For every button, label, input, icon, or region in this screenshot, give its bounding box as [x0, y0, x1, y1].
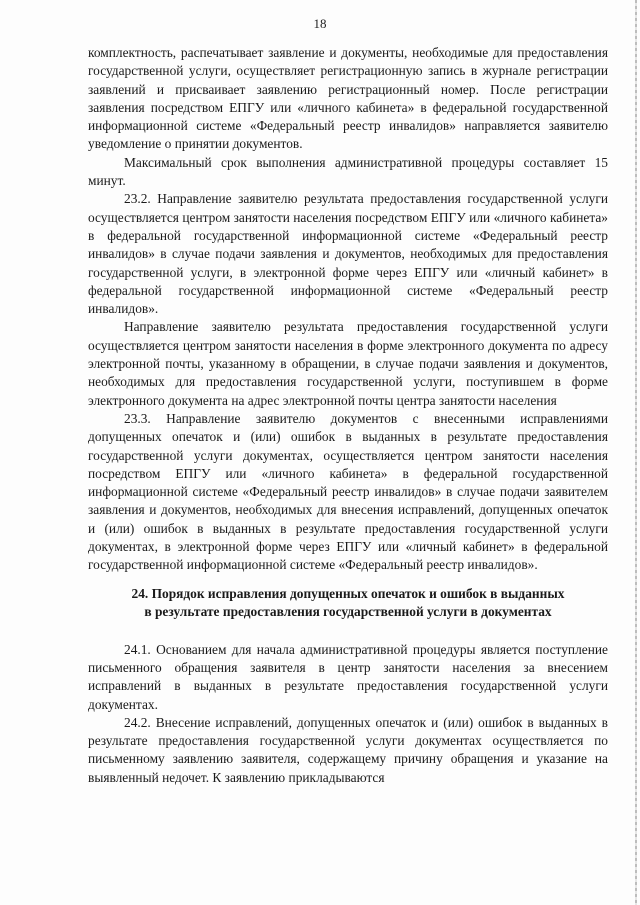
scan-edge — [635, 0, 637, 905]
section-heading: 24. Порядок исправления допущенных опечаток и ошибок в выданных в результате предоставления государственной услуги в документах — [131, 585, 565, 619]
paragraph: 24.2. Внесение исправлений, допущенных опечаток и (или) ошибок в выданных в результате предоставления государственной услуги документах осуществляется по письменному заявлению заявителя, содержащему причину обращения и указание на выявленный недочет. К заявлению прикладываются — [88, 714, 608, 785]
paragraph: 24.1. Основанием для начала административной процедуры является поступление письменного обращения заявителя в центр занятости населения за внесением исправлений в выданных в результате предоставления государственной услуги документах. — [88, 641, 608, 712]
document-body — [88, 44, 608, 787]
page-number: 18 — [313, 16, 327, 31]
paragraph: Максимальный срок выполнения административной процедуры составляет 15 минут. — [88, 154, 608, 189]
paragraph: Направление заявителю результата предоставления государственной услуги осуществляется центром занятости населения в форме электронного документа по адресу электронной почты, указанному в обращении, в случае подачи заявления и документов, необходимых для предоставления государственной услуги, поступившем в форме электронного документа на адрес электронной почты центра занятости населения — [88, 319, 608, 408]
paragraph: 23.2. Направление заявителю результата предоставления государственной услуги осуществляется центром занятости населения посредством ЕПГУ или «личного кабинета» в федеральной государственной информационной системе «Федеральный реестр инвалидов» в случае подачи заявления и документов, необходимых для предоставления государственной услуги, в электронной форме через ЕПГУ или «личный кабинет» в федеральной государственной информационной системе «Федеральный реестр инвалидов». — [88, 191, 608, 317]
paragraph: комплектность, распечатывает заявление и документы, необходимые для предоставления государственной услуги, осуществляет регистрационную запись в журнале регистрации заявлений и присваивает заявлению регистрационный номер. После регистрации заявления посредством ЕПГУ или «личного кабинета» в федеральной государственной информационной системе «Федеральный реестр инвалидов» направляется заявителю уведомление о принятии документов. — [88, 45, 608, 152]
paragraph: 23.3. Направление заявителю документов с внесенными исправлениями допущенных опечаток и (или) ошибок в выданных в результате предоставления государственной услуги документах, осуществляется центром занятости населения посредством ЕПГУ или «личного кабинета» в федеральной государственной информационной системе «Федеральный реестр инвалидов» в случае подачи заявителем заявления и документов, необходимых для внесения исправлений, допущенных опечаток и (или) ошибок в выданных в результате предоставления государственной услуги документах, в электронной форме через ЕПГУ или «личный кабинет» в федеральной государственной информационной системе «Федеральный реестр инвалидов». — [88, 410, 608, 573]
